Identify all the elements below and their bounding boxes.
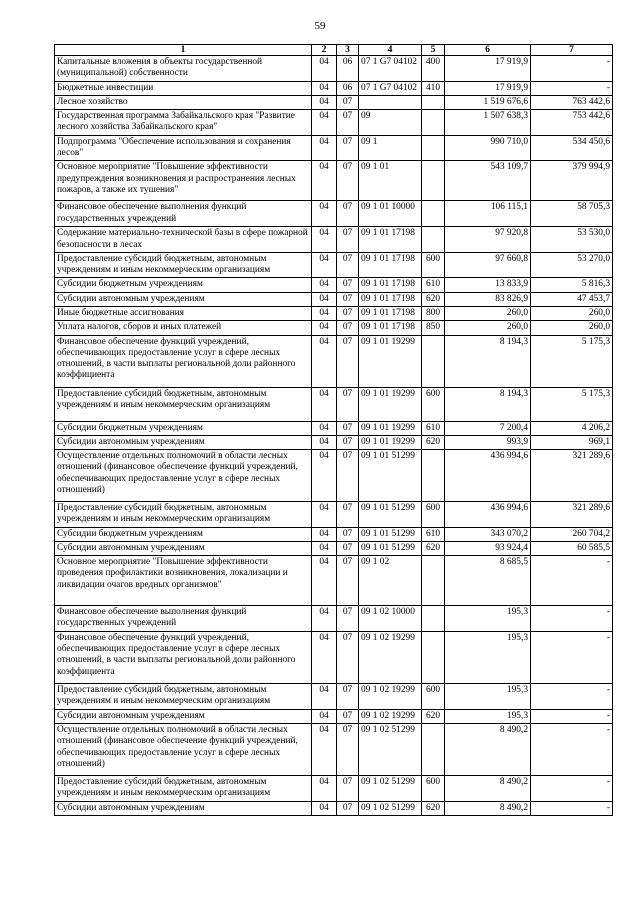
row-amount-1: 13 833,9: [445, 278, 531, 292]
row-expense-type: 620: [422, 802, 445, 816]
row-target-code: 09 1 02 19299: [359, 631, 422, 683]
row-amount-2: 534 450,6: [531, 135, 613, 161]
row-amount-2: 5 175,3: [531, 387, 613, 421]
row-subsection: 07: [337, 541, 359, 555]
row-section: 04: [312, 502, 337, 528]
table-row: [55, 435, 613, 449]
table-row: [55, 201, 613, 227]
row-subsection: 06: [337, 81, 359, 95]
row-subsection: 07: [337, 724, 359, 776]
row-section: 04: [312, 306, 337, 320]
row-subsection: 07: [337, 161, 359, 201]
row-target-code: 09 1 01 51299: [359, 541, 422, 555]
row-name: Уплата налогов, сборов и иных платежей: [55, 321, 312, 335]
row-amount-1: 106 115,1: [445, 201, 531, 227]
row-target-code: 09 1 01 19299: [359, 435, 422, 449]
row-section: 04: [312, 110, 337, 136]
row-section: 04: [312, 56, 337, 82]
row-expense-type: [422, 631, 445, 683]
row-expense-type: 610: [422, 421, 445, 435]
row-target-code: 09 1 01 17198: [359, 252, 422, 278]
table-row: [55, 556, 613, 606]
row-amount-2: 53 270,0: [531, 252, 613, 278]
row-target-code: 07 1 G7 04102: [359, 81, 422, 95]
table-row: [55, 421, 613, 435]
row-target-code: 09 1 01: [359, 161, 422, 201]
table-row: [55, 56, 613, 82]
table-row: [55, 335, 613, 387]
row-expense-type: [422, 606, 445, 632]
row-amount-1: 260,0: [445, 306, 531, 320]
row-amount-2: -: [531, 81, 613, 95]
row-target-code: 09 1 02 10000: [359, 606, 422, 632]
table-row: [55, 306, 613, 320]
row-section: 04: [312, 421, 337, 435]
table-row: [55, 502, 613, 528]
row-expense-type: [422, 335, 445, 387]
header-col-7: 7: [531, 45, 613, 56]
row-subsection: 07: [337, 502, 359, 528]
row-amount-2: -: [531, 776, 613, 802]
row-section: 04: [312, 278, 337, 292]
row-amount-2: 260 704,2: [531, 527, 613, 541]
row-subsection: 07: [337, 606, 359, 632]
row-name: Основное мероприятие "Повышение эффективности предупреждения возникновения и распространения лесных пожаров, а также их тушения": [55, 161, 312, 201]
row-amount-1: 543 109,7: [445, 161, 531, 201]
table-row: [55, 227, 613, 253]
row-name: Субсидии автономным учреждениям: [55, 435, 312, 449]
row-section: 04: [312, 95, 337, 109]
row-target-code: 09 1 01 10000: [359, 201, 422, 227]
row-amount-2: 60 585,5: [531, 541, 613, 555]
row-name: Субсидии бюджетным учреждениям: [55, 421, 312, 435]
row-expense-type: 800: [422, 306, 445, 320]
table-body: [55, 56, 613, 816]
row-amount-2: 379 994,9: [531, 161, 613, 201]
table-row: [55, 387, 613, 421]
row-target-code: 09: [359, 110, 422, 136]
row-expense-type: 600: [422, 252, 445, 278]
row-amount-2: 47 453,7: [531, 292, 613, 306]
row-amount-2: -: [531, 709, 613, 723]
row-expense-type: [422, 450, 445, 502]
row-name: Иные бюджетные ассигнования: [55, 306, 312, 320]
row-name: Предоставление субсидий бюджетным, автономным учреждениям и иным некоммерческим организациям: [55, 502, 312, 528]
row-target-code: 09 1 01 17198: [359, 292, 422, 306]
row-amount-1: 1 507 638,3: [445, 110, 531, 136]
row-subsection: 07: [337, 227, 359, 253]
row-subsection: 07: [337, 306, 359, 320]
row-expense-type: 620: [422, 709, 445, 723]
row-subsection: 07: [337, 556, 359, 606]
row-expense-type: 850: [422, 321, 445, 335]
row-amount-1: 7 200,4: [445, 421, 531, 435]
row-target-code: 09 1 02: [359, 556, 422, 606]
table-row: [55, 802, 613, 816]
row-amount-1: 8 490,2: [445, 724, 531, 776]
row-target-code: 09 1 01 51299: [359, 450, 422, 502]
row-amount-1: 260,0: [445, 321, 531, 335]
row-name: Субсидии автономным учреждениям: [55, 541, 312, 555]
row-name: Субсидии автономным учреждениям: [55, 292, 312, 306]
row-section: 04: [312, 541, 337, 555]
table-row: [55, 527, 613, 541]
row-amount-1: 993,9: [445, 435, 531, 449]
row-section: 04: [312, 321, 337, 335]
row-expense-type: [422, 135, 445, 161]
row-name: Капитальные вложения в объекты государственной (муниципальной) собственности: [55, 56, 312, 82]
row-section: 04: [312, 450, 337, 502]
row-name: Предоставление субсидий бюджетным, автономным учреждениям и иным некоммерческим организациям: [55, 252, 312, 278]
row-amount-1: 8 490,2: [445, 776, 531, 802]
row-section: 04: [312, 435, 337, 449]
row-expense-type: 410: [422, 81, 445, 95]
row-expense-type: 610: [422, 527, 445, 541]
row-subsection: 07: [337, 321, 359, 335]
row-amount-1: 195,3: [445, 709, 531, 723]
table-row: [55, 776, 613, 802]
row-name: Бюджетные инвестиции: [55, 81, 312, 95]
row-expense-type: 610: [422, 278, 445, 292]
row-expense-type: [422, 95, 445, 109]
row-subsection: 07: [337, 278, 359, 292]
row-target-code: 09 1 01 19299: [359, 421, 422, 435]
row-amount-1: 8 685,5: [445, 556, 531, 606]
row-target-code: 09 1 02 51299: [359, 776, 422, 802]
header-col-3: 3: [337, 45, 359, 56]
row-expense-type: [422, 724, 445, 776]
row-section: 04: [312, 606, 337, 632]
row-name: Субсидии бюджетным учреждениям: [55, 278, 312, 292]
table-row: [55, 252, 613, 278]
table-row: [55, 606, 613, 632]
header-col-5: 5: [422, 45, 445, 56]
row-amount-2: 969,1: [531, 435, 613, 449]
row-subsection: 07: [337, 683, 359, 709]
row-amount-1: 195,3: [445, 683, 531, 709]
row-amount-2: -: [531, 556, 613, 606]
table-row: [55, 81, 613, 95]
row-name: Подпрограмма "Обеспечение использования и сохранения лесов": [55, 135, 312, 161]
row-amount-1: 990 710,0: [445, 135, 531, 161]
table-row: [55, 683, 613, 709]
row-target-code: 09 1 01 17198: [359, 321, 422, 335]
row-section: 04: [312, 724, 337, 776]
row-amount-1: 83 826,9: [445, 292, 531, 306]
table-row: [55, 541, 613, 555]
row-amount-2: 763 442,6: [531, 95, 613, 109]
row-section: 04: [312, 683, 337, 709]
row-section: 04: [312, 776, 337, 802]
row-subsection: 07: [337, 802, 359, 816]
row-subsection: 07: [337, 631, 359, 683]
table-row: [55, 321, 613, 335]
row-expense-type: [422, 556, 445, 606]
row-section: 04: [312, 709, 337, 723]
row-amount-1: 436 994,6: [445, 502, 531, 528]
row-section: 04: [312, 161, 337, 201]
header-col-2: 2: [312, 45, 337, 56]
row-target-code: 09 1 02 51299: [359, 802, 422, 816]
row-amount-1: 17 919,9: [445, 56, 531, 82]
row-target-code: 09 1 01 17198: [359, 227, 422, 253]
row-name: Предоставление субсидий бюджетным, автономным учреждениям и иным некоммерческим организациям: [55, 776, 312, 802]
row-subsection: 07: [337, 95, 359, 109]
row-section: 04: [312, 201, 337, 227]
row-expense-type: 400: [422, 56, 445, 82]
row-target-code: 09 1 02 19299: [359, 683, 422, 709]
row-target-code: 09 1 01 51299: [359, 527, 422, 541]
row-amount-2: 321 289,6: [531, 450, 613, 502]
row-name: Осуществление отдельных полномочий в области лесных отношений (финансовое обеспечение функций учреждений, обеспечивающих предоставление услуг в сфере лесных отношений): [55, 450, 312, 502]
row-section: 04: [312, 387, 337, 421]
table-row: [55, 709, 613, 723]
row-amount-1: 1 519 676,6: [445, 95, 531, 109]
row-target-code: 09 1 01 51299: [359, 502, 422, 528]
row-target-code: 07 1 G7 04102: [359, 56, 422, 82]
row-amount-2: 58 705,3: [531, 201, 613, 227]
row-subsection: 07: [337, 201, 359, 227]
row-expense-type: 620: [422, 435, 445, 449]
row-section: 04: [312, 252, 337, 278]
row-subsection: 07: [337, 776, 359, 802]
row-name: Финансовое обеспечение выполнения функций государственных учреждений: [55, 606, 312, 632]
row-subsection: 07: [337, 110, 359, 136]
row-amount-2: 53 530,0: [531, 227, 613, 253]
row-amount-2: 321 289,6: [531, 502, 613, 528]
row-target-code: 09 1 01 19299: [359, 387, 422, 421]
table-row: [55, 110, 613, 136]
row-target-code: [359, 95, 422, 109]
row-amount-1: 343 070,2: [445, 527, 531, 541]
row-section: 04: [312, 527, 337, 541]
table-row: [55, 450, 613, 502]
row-expense-type: [422, 161, 445, 201]
row-amount-2: 5 175,3: [531, 335, 613, 387]
row-amount-1: 195,3: [445, 606, 531, 632]
row-amount-2: -: [531, 606, 613, 632]
table-row: [55, 278, 613, 292]
row-amount-1: 8 194,3: [445, 387, 531, 421]
row-name: Субсидии автономным учреждениям: [55, 802, 312, 816]
row-expense-type: [422, 227, 445, 253]
row-amount-1: 93 924,4: [445, 541, 531, 555]
row-name: Содержание материально-технической базы в сфере пожарной безопасности в лесах: [55, 227, 312, 253]
row-expense-type: 620: [422, 292, 445, 306]
row-target-code: 09 1 01 17198: [359, 278, 422, 292]
row-expense-type: 600: [422, 387, 445, 421]
row-amount-2: 5 816,3: [531, 278, 613, 292]
header-col-4: 4: [359, 45, 422, 56]
row-name: Субсидии автономным учреждениям: [55, 709, 312, 723]
row-name: Предоставление субсидий бюджетным, автономным учреждениям и иным некоммерческим организациям: [55, 683, 312, 709]
budget-table: [54, 44, 613, 816]
header-col-1: 1: [55, 45, 312, 56]
row-target-code: 09 1: [359, 135, 422, 161]
row-amount-1: 97 660,8: [445, 252, 531, 278]
row-target-code: 09 1 02 19299: [359, 709, 422, 723]
row-name: Государственная программа Забайкальского края "Развитие лесного хозяйства Забайкальского края": [55, 110, 312, 136]
row-amount-2: -: [531, 802, 613, 816]
row-subsection: 07: [337, 421, 359, 435]
row-section: 04: [312, 802, 337, 816]
row-amount-2: 260,0: [531, 306, 613, 320]
row-name: Субсидии бюджетным учреждениям: [55, 527, 312, 541]
row-expense-type: [422, 110, 445, 136]
row-name: Финансовое обеспечение функций учреждений, обеспечивающих предоставление услуг в сфере лесных отношений, в части выплаты региональной доли районного коэффициента: [55, 335, 312, 387]
row-amount-2: 753 442,6: [531, 110, 613, 136]
header-row: [55, 45, 613, 56]
table-row: [55, 135, 613, 161]
row-section: 04: [312, 135, 337, 161]
row-target-code: 09 1 01 17198: [359, 306, 422, 320]
page-number: 59: [314, 20, 326, 32]
row-expense-type: [422, 201, 445, 227]
row-amount-1: 8 194,3: [445, 335, 531, 387]
row-amount-1: 17 919,9: [445, 81, 531, 95]
row-subsection: 07: [337, 292, 359, 306]
table-row: [55, 161, 613, 201]
row-section: 04: [312, 81, 337, 95]
row-section: 04: [312, 631, 337, 683]
row-name: Финансовое обеспечение функций учреждений, обеспечивающих предоставление услуг в сфере лесных отношений, в части выплаты региональной доли районного коэффициента: [55, 631, 312, 683]
row-name: Основное мероприятие "Повышение эффективности проведения профилактики возникновения, локализации и ликвидации очагов вредных организмов": [55, 556, 312, 606]
row-amount-2: -: [531, 683, 613, 709]
row-expense-type: 600: [422, 683, 445, 709]
row-target-code: 09 1 01 19299: [359, 335, 422, 387]
row-name: Осуществление отдельных полномочий в области лесных отношений (финансовое обеспечение функций учреждений, обеспечивающих предоставление услуг в сфере лесных отношений): [55, 724, 312, 776]
row-name: Финансовое обеспечение выполнения функций государственных учреждений: [55, 201, 312, 227]
header-col-6: 6: [445, 45, 531, 56]
row-section: 04: [312, 292, 337, 306]
row-name: Предоставление субсидий бюджетным, автономным учреждениям и иным некоммерческим организациям: [55, 387, 312, 421]
row-amount-2: 260,0: [531, 321, 613, 335]
row-subsection: 07: [337, 527, 359, 541]
row-subsection: 07: [337, 709, 359, 723]
row-amount-2: -: [531, 724, 613, 776]
table-row: [55, 95, 613, 109]
row-subsection: 07: [337, 135, 359, 161]
row-expense-type: 620: [422, 541, 445, 555]
row-expense-type: 600: [422, 502, 445, 528]
row-amount-1: 8 490,2: [445, 802, 531, 816]
row-section: 04: [312, 227, 337, 253]
table-row: [55, 631, 613, 683]
row-subsection: 07: [337, 387, 359, 421]
row-name: Лесное хозяйство: [55, 95, 312, 109]
row-subsection: 07: [337, 435, 359, 449]
row-subsection: 07: [337, 252, 359, 278]
table-row: [55, 724, 613, 776]
row-subsection: 06: [337, 56, 359, 82]
row-expense-type: 600: [422, 776, 445, 802]
table-row: [55, 292, 613, 306]
row-section: 04: [312, 335, 337, 387]
row-target-code: 09 1 02 51299: [359, 724, 422, 776]
row-amount-2: -: [531, 56, 613, 82]
row-amount-1: 97 920,8: [445, 227, 531, 253]
row-amount-2: 4 206,2: [531, 421, 613, 435]
row-section: 04: [312, 556, 337, 606]
row-subsection: 07: [337, 335, 359, 387]
row-amount-2: -: [531, 631, 613, 683]
row-amount-1: 436 994,6: [445, 450, 531, 502]
row-amount-1: 195,3: [445, 631, 531, 683]
row-subsection: 07: [337, 450, 359, 502]
